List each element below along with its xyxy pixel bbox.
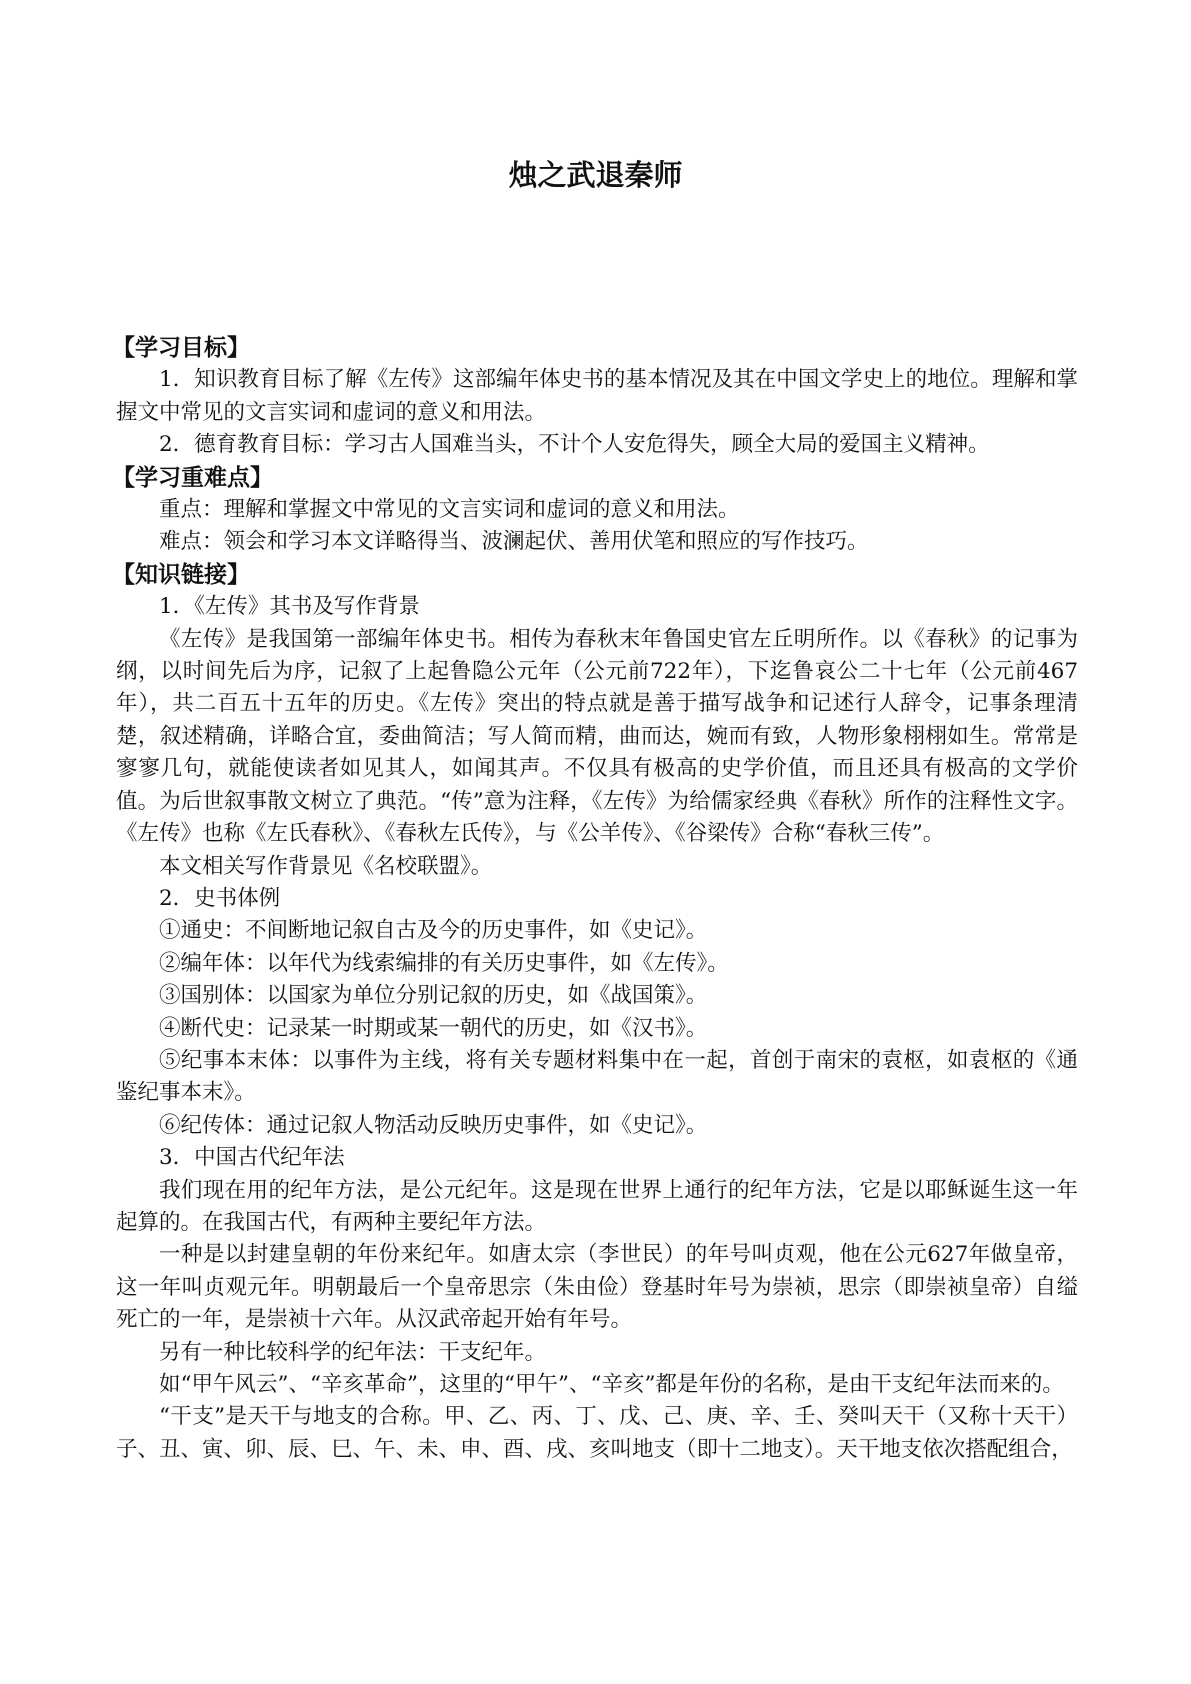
paragraph: 《左传》是我国第一部编年体史书。相传为春秋末年鲁国史官左丘明所作。以《春秋》的记事为纲，以时间先后为序，记叙了上起鲁隐公元年（公元前722年），下迄鲁哀公二十七年（公元前467年），共二百五十五年的历史。《左传》突出的特点就是善于描写战争和记述行人辞令，记事条理清楚，叙述精确，详略合宜，委曲简洁；写人简而精，曲而达，婉而有致，人物形象栩栩如生。常常是寥寥几句，就能使读者如见其人，如闻其声。不仅具有极高的史学价值，而且还具有极高的文学价值。为后世叙事散文树立了典范。“传”意为注释，《左传》为给儒家经典《春秋》所作的注释性文字。《左传》也称《左氏春秋》、《春秋左氏传》，与《公羊传》、《谷梁传》合称“春秋三传”。: [116, 626, 1078, 847]
section-heading-knowledge-links: 【知识链接】: [112, 561, 250, 588]
paragraph: ①通史：不间断地记叙自古及今的历史事件，如《史记》。: [159, 918, 708, 944]
paragraph: 重点：理解和掌握文中常见的文言实词和虚词的意义和用法。: [159, 497, 740, 523]
document-body: [112, 332, 1078, 1466]
paragraph: ⑥纪传体：通过记叙人物活动反映历史事件，如《史记》。: [159, 1112, 708, 1138]
paragraph: 本文相关写作背景见《名校联盟》。: [159, 853, 493, 879]
paragraph: 如“甲午风云”、“辛亥革命”，这里的“甲午”、“辛亥”都是年份的名称，是由干支纪年法而来的。: [159, 1372, 1064, 1397]
paragraph: 难点：领会和学习本文详略得当、波澜起伏、善用伏笔和照应的写作技巧。: [159, 529, 869, 555]
paragraph: 另有一种比较科学的纪年法：干支纪年。: [159, 1339, 547, 1365]
paragraph: ⑤纪事本末体：以事件为主线，将有关专题材料集中在一起，首创于南宋的袁枢，如袁枢的《通鉴纪事本末》。: [116, 1047, 1078, 1106]
document-title: 烛之武退秦师: [508, 158, 683, 192]
paragraph: 一种是以封建皇朝的年份来纪年。如唐太宗（李世民）的年号叫贞观，他在公元627年做皇帝，这一年叫贞观元年。明朝最后一个皇帝思宗（朱由俭）登基时年号为崇祯，思宗（即崇祯皇帝）自缢死亡的一年，是崇祯十六年。从汉武帝起开始有年号。: [116, 1242, 1078, 1333]
paragraph: 1．知识教育目标了解《左传》这部编年体史书的基本情况及其在中国文学史上的地位。理解和掌握文中常见的文言实词和虚词的意义和用法。: [116, 367, 1078, 425]
paragraph: ③国别体：以国家为单位分别记叙的历史，如《战国策》。: [159, 983, 708, 1009]
paragraph: 1．《左传》其书及写作背景: [159, 594, 420, 620]
paragraph: 3．中国古代纪年法: [159, 1145, 345, 1171]
paragraph: ②编年体：以年代为线索编排的有关历史事件，如《左传》。: [159, 950, 729, 976]
paragraph: 2．史书体例: [159, 885, 281, 911]
paragraph: “干支”是天干与地支的合称。甲、乙、丙、丁、戊、己、庚、辛、壬、癸叫天干（又称十天干）子、丑、寅、卯、辰、巳、午、未、申、酉、戌、亥叫地支（即十二地支）。天干地支依次搭配组合，: [116, 1404, 1078, 1462]
section-heading-learning-goals: 【学习目标】: [112, 335, 250, 361]
paragraph: 我们现在用的纪年方法，是公元纪年。这是现在世界上通行的纪年方法，它是以耶稣诞生这一年起算的。在我国古代，有两种主要纪年方法。: [116, 1177, 1078, 1235]
paragraph: 2．德育教育目标：学习古人国难当头，不计个人安危得失，顾全大局的爱国主义精神。: [159, 432, 990, 458]
section-heading-key-points: 【学习重难点】: [112, 464, 273, 491]
paragraph: ④断代史：记录某一时期或某一朝代的历史，如《汉书》。: [159, 1015, 708, 1041]
